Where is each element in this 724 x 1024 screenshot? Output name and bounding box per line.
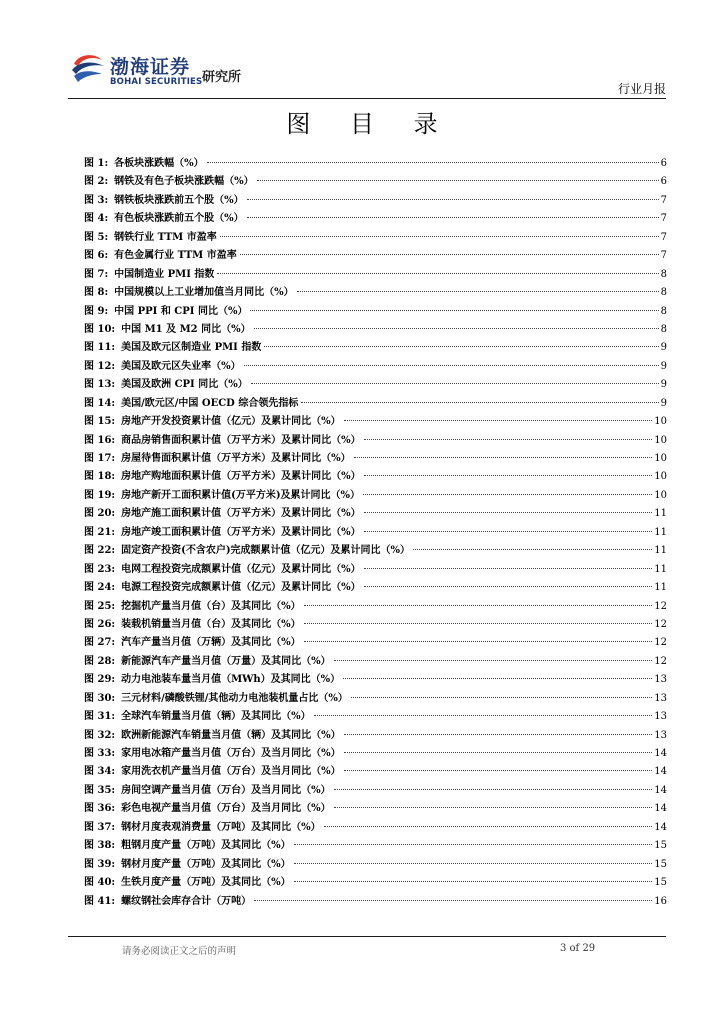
- toc-dot-leader: [294, 881, 653, 882]
- toc-entry[interactable]: [84, 745, 667, 763]
- toc-entry-label: 图 38:: [84, 840, 116, 852]
- toc-dot-leader: [250, 310, 658, 311]
- toc-entry-title: 家用洗衣机产量当月值（万台）及当月同比（%）: [121, 766, 341, 778]
- toc-entry[interactable]: [84, 468, 667, 486]
- toc-entry[interactable]: [84, 210, 667, 228]
- brand-name-en: BOHAI SECURITIES: [110, 77, 203, 87]
- toc-entry-label: 图 26:: [84, 618, 116, 630]
- toc-dot-leader: [364, 531, 653, 532]
- toc-entry-label: 图 22:: [84, 545, 116, 557]
- toc-entry[interactable]: [84, 155, 667, 173]
- toc-entry[interactable]: [84, 432, 667, 450]
- toc-entry-title: 中国规模以上工业增加值当月同比（%）: [114, 287, 294, 299]
- toc-entry-label: 图 24:: [84, 582, 116, 594]
- toc-entry-title: 中国 PPI 和 CPI 同比（%）: [114, 305, 248, 317]
- toc-entry[interactable]: [84, 653, 667, 671]
- header-divider: [68, 98, 666, 99]
- toc-entry-page: 12: [654, 655, 667, 667]
- toc-entry-page: 12: [654, 618, 667, 630]
- toc-entry-page: 14: [654, 784, 667, 796]
- toc-entry-page: 7: [660, 213, 667, 225]
- toc-entry-page: 7: [660, 194, 667, 206]
- toc-entry-page: 14: [654, 803, 667, 815]
- toc-entry-title: 房地产开发投资累计值（亿元）及累计同比（%）: [121, 416, 341, 428]
- toc-entry-page: 16: [654, 895, 667, 907]
- toc-entry-page: 11: [654, 582, 667, 594]
- toc-entry-page: 11: [654, 508, 667, 520]
- toc-entry-label: 图 36:: [84, 803, 116, 815]
- toc-dot-leader: [301, 402, 658, 403]
- toc-entry-page: 11: [654, 563, 667, 575]
- toc-entry-title: 生铁月度产量（万吨）及其同比（%）: [121, 877, 291, 889]
- bohai-securities-logo-icon: [68, 48, 108, 88]
- toc-entry-page: 15: [654, 858, 667, 870]
- toc-entry-label: 图 30:: [84, 692, 116, 704]
- toc-entry-label: 图 17:: [84, 453, 116, 464]
- toc-entry[interactable]: [84, 800, 667, 818]
- toc-entry[interactable]: [84, 505, 667, 523]
- toc-entry-page: 15: [654, 877, 667, 889]
- toc-entry-title: 中国制造业 PMI 指数: [114, 268, 215, 280]
- toc-entry[interactable]: [84, 579, 667, 597]
- toc-dot-leader: [363, 494, 652, 495]
- toc-entry[interactable]: [84, 893, 667, 911]
- toc-entry-title: 各板块涨跌幅（%）: [114, 158, 204, 169]
- toc-entry-title: 装载机销量当月值（台）及其同比（%）: [121, 618, 301, 630]
- toc-entry-label: 图 7:: [84, 268, 109, 280]
- toc-entry-label: 图 35:: [84, 784, 116, 796]
- toc-entry-label: 图 16:: [84, 434, 116, 446]
- toc-entry-page: 6: [660, 158, 667, 169]
- toc-entry[interactable]: [84, 671, 667, 689]
- toc-entry-label: 图 9:: [84, 305, 109, 317]
- toc-entry-page: 13: [654, 692, 667, 704]
- toc-entry[interactable]: [84, 782, 667, 800]
- toc-entry[interactable]: [84, 173, 667, 191]
- toc-dot-leader: [264, 346, 658, 347]
- toc-entry-label: 图 20:: [84, 508, 116, 520]
- toc-entry-title: 螺纹钢社会库存合计（万吨）: [121, 895, 252, 907]
- toc-dot-leader: [351, 697, 652, 698]
- toc-dot-leader: [344, 420, 653, 421]
- toc-dot-leader: [257, 180, 659, 181]
- toc-entry-page: 9: [660, 342, 667, 354]
- toc-entry-title: 新能源汽车产量当月值（万量）及其同比（%）: [121, 655, 331, 667]
- toc-entry-page: 9: [660, 397, 667, 409]
- toc-dot-leader: [244, 365, 659, 366]
- toc-entry-page: 10: [654, 416, 667, 428]
- toc-entry-title: 房地产购地面积累计值（万平方米）及累计同比（%）: [121, 471, 361, 483]
- toc-entry[interactable]: [84, 395, 667, 413]
- toc-entry[interactable]: [84, 727, 667, 745]
- toc-dot-leader: [364, 439, 653, 440]
- toc-entry-label: 图 19:: [84, 489, 116, 501]
- toc-entry-page: 12: [654, 600, 667, 612]
- toc-entry[interactable]: [84, 229, 667, 247]
- toc-entry-page: 10: [654, 489, 667, 501]
- toc-entry-title: 欧洲新能源汽车销量当月值（辆）及其同比（%）: [121, 729, 341, 741]
- toc-entry-label: 图 14:: [84, 397, 116, 409]
- toc-dot-leader: [304, 623, 653, 624]
- toc-entry-label: 图 25:: [84, 600, 116, 612]
- toc-entry[interactable]: [84, 837, 667, 855]
- toc-entry-page: 11: [654, 526, 667, 538]
- toc-entry-page: 11: [654, 545, 667, 557]
- toc-dot-leader: [217, 273, 658, 274]
- toc-entry-label: 图 6:: [84, 250, 109, 262]
- toc-entry[interactable]: [84, 413, 667, 431]
- toc-entry-label: 图 11:: [84, 342, 116, 354]
- toc-entry-label: 图 40:: [84, 877, 116, 889]
- report-type: 行业月报: [617, 82, 666, 96]
- toc-dot-leader: [343, 678, 652, 679]
- toc-entry-page: 10: [654, 434, 667, 446]
- toc-entry-title: 美国及欧洲 CPI 同比（%）: [121, 379, 248, 391]
- page-title: 图 目 录: [286, 110, 454, 138]
- toc-entry-page: 13: [654, 674, 667, 686]
- toc-entry[interactable]: [84, 542, 667, 560]
- toc-entry[interactable]: [84, 561, 667, 579]
- toc-entry-page: 8: [660, 287, 667, 299]
- toc-entry-label: 图 34:: [84, 766, 116, 778]
- toc-entry-label: 图 37:: [84, 821, 116, 833]
- toc-entry-title: 房地产竣工面积累计值（万平方米）及累计同比（%）: [121, 526, 361, 538]
- toc-entry-title: 钢材月度表观消费量（万吨）及其同比（%）: [121, 821, 321, 833]
- toc-entry-page: 12: [654, 637, 667, 649]
- toc-dot-leader: [364, 475, 653, 476]
- toc-entry-title: 全球汽车销量当月值（辆）及其同比（%）: [121, 711, 311, 723]
- toc-dot-leader: [354, 457, 653, 458]
- brand-logo: [68, 46, 308, 96]
- toc-entry-title: 有色金属行业 TTM 市盈率: [114, 250, 237, 262]
- toc-dot-leader: [334, 660, 653, 661]
- toc-dot-leader: [344, 752, 653, 753]
- toc-entry-title: 电源工程投资完成额累计值（亿元）及累计同比（%）: [121, 582, 361, 594]
- toc-entry-label: 图 21:: [84, 526, 116, 538]
- toc-entry-label: 图 1:: [84, 158, 109, 169]
- toc-entry[interactable]: [84, 616, 667, 634]
- toc-entry-title: 有色板块涨跌前五个股（%）: [114, 213, 244, 225]
- toc-entry-title: 钢铁及有色子板块涨跌幅（%）: [114, 176, 254, 188]
- toc-entry-page: 14: [654, 821, 667, 833]
- toc-dot-leader: [254, 900, 652, 901]
- toc-entry-page: 14: [654, 748, 667, 759]
- toc-entry-page: 10: [654, 471, 667, 483]
- toc-dot-leader: [207, 162, 659, 163]
- toc-dot-leader: [364, 512, 653, 513]
- toc-entry[interactable]: [84, 690, 667, 708]
- toc-entry-label: 图 32:: [84, 729, 116, 741]
- toc-entry-page: 13: [654, 711, 667, 723]
- toc-entry-label: 图 33:: [84, 748, 116, 759]
- toc-entry-title: 房间空调产量当月值（万台）及当月同比（%）: [121, 784, 331, 796]
- toc-entry-label: 图 10:: [84, 323, 116, 335]
- toc-entry[interactable]: [84, 598, 667, 616]
- toc-entry-title: 美国/欧元区/中国 OECD 综合领先指标: [121, 397, 299, 409]
- brand-name-cn: 渤海证券: [110, 56, 191, 78]
- toc-dot-leader: [294, 844, 653, 845]
- toc-entry-page: 9: [660, 360, 667, 372]
- toc-dot-leader: [220, 236, 659, 237]
- toc-dot-leader: [240, 254, 659, 255]
- toc-dot-leader: [304, 605, 653, 606]
- toc-dot-leader: [304, 641, 653, 642]
- toc-entry[interactable]: [84, 303, 667, 321]
- toc-dot-leader: [334, 807, 653, 808]
- figure-list: [84, 155, 667, 911]
- toc-entry-page: 15: [654, 840, 667, 852]
- toc-entry-title: 三元材料/磷酸铁锂/其他动力电池装机量占比（%）: [121, 692, 348, 704]
- toc-entry-label: 图 13:: [84, 379, 116, 391]
- toc-dot-leader: [254, 328, 659, 329]
- toc-entry-label: 图 27:: [84, 637, 116, 649]
- toc-entry-title: 美国及欧元区失业率（%）: [121, 360, 241, 372]
- toc-entry[interactable]: [84, 339, 667, 357]
- toc-entry-title: 家用电冰箱产量当月值（万台）及当月同比（%）: [121, 748, 341, 759]
- toc-entry-label: 图 5:: [84, 231, 109, 243]
- toc-entry-label: 图 2:: [84, 176, 109, 188]
- toc-entry-page: 13: [654, 729, 667, 741]
- toc-entry-page: 8: [660, 268, 667, 280]
- toc-entry[interactable]: [84, 321, 667, 339]
- toc-entry-title: 房屋待售面积累计值（万平方米）及累计同比（%）: [121, 453, 351, 464]
- toc-entry-label: 图 39:: [84, 858, 116, 870]
- toc-dot-leader: [294, 863, 653, 864]
- toc-entry[interactable]: [84, 856, 667, 874]
- toc-entry-title: 动力电池装车量当月值（MWh）及其同比（%）: [121, 674, 341, 686]
- toc-entry-label: 图 28:: [84, 655, 116, 667]
- toc-entry-label: 图 23:: [84, 563, 116, 575]
- toc-entry-label: 图 12:: [84, 360, 116, 372]
- toc-entry-label: 图 8:: [84, 287, 109, 299]
- toc-entry[interactable]: [84, 284, 667, 302]
- toc-entry[interactable]: [84, 763, 667, 781]
- toc-entry-title: 房地产施工面积累计值（万平方米）及累计同比（%）: [121, 508, 361, 520]
- toc-entry-title: 中国 M1 及 M2 同比（%）: [121, 323, 251, 335]
- footer-divider: [68, 936, 666, 937]
- toc-entry-label: 图 15:: [84, 416, 116, 428]
- toc-dot-leader: [364, 568, 653, 569]
- toc-dot-leader: [247, 217, 659, 218]
- toc-entry-title: 粗钢月度产量（万吨）及其同比（%）: [121, 840, 291, 852]
- toc-entry-page: 10: [654, 453, 667, 464]
- toc-entry-page: 8: [660, 305, 667, 317]
- toc-entry-page: 6: [660, 176, 667, 188]
- toc-dot-leader: [344, 770, 653, 771]
- toc-dot-leader: [344, 734, 653, 735]
- toc-dot-leader: [413, 549, 652, 550]
- toc-entry-label: 图 31:: [84, 711, 116, 723]
- toc-entry-title: 钢铁板块涨跌前五个股（%）: [114, 194, 244, 206]
- toc-dot-leader: [364, 586, 653, 587]
- toc-entry[interactable]: [84, 247, 667, 265]
- toc-entry-label: 图 41:: [84, 895, 116, 907]
- toc-dot-leader: [297, 291, 659, 292]
- toc-entry-page: 7: [660, 250, 667, 262]
- toc-entry[interactable]: [84, 487, 667, 505]
- toc-dot-leader: [324, 826, 653, 827]
- toc-entry[interactable]: [84, 634, 667, 652]
- toc-entry[interactable]: [84, 192, 667, 210]
- toc-entry-page: 14: [654, 766, 667, 778]
- toc-entry-title: 彩色电视产量当月值（万台）及当月同比（%）: [121, 803, 331, 815]
- toc-entry-title: 钢材月度产量（万吨）及其同比（%）: [121, 858, 291, 870]
- disclaimer-note: 请务必阅读正文之后的声明: [122, 946, 237, 957]
- toc-entry-page: 7: [660, 231, 667, 243]
- page-number: 3 of 29: [560, 943, 596, 954]
- toc-entry[interactable]: [84, 819, 667, 837]
- toc-dot-leader: [251, 383, 659, 384]
- toc-entry-label: 图 4:: [84, 213, 109, 225]
- toc-dot-leader: [247, 199, 659, 200]
- toc-entry-label: 图 18:: [84, 471, 116, 483]
- toc-entry-title: 美国及欧元区制造业 PMI 指数: [121, 342, 262, 354]
- toc-entry[interactable]: [84, 874, 667, 892]
- toc-entry-title: 固定资产投资(不含农户)完成额累计值（亿元）及累计同比（%）: [121, 545, 411, 557]
- toc-entry-title: 房地产新开工面积累计值(万平方米)及累计同比（%）: [121, 489, 361, 501]
- toc-entry-label: 图 29:: [84, 674, 116, 686]
- toc-entry-title: 钢铁行业 TTM 市盈率: [114, 231, 217, 243]
- toc-entry[interactable]: [84, 358, 667, 376]
- toc-dot-leader: [314, 715, 653, 716]
- toc-entry[interactable]: [84, 708, 667, 726]
- toc-entry-title: 电网工程投资完成额累计值（亿元）及累计同比（%）: [121, 563, 361, 575]
- toc-entry[interactable]: [84, 524, 667, 542]
- toc-entry-label: 图 3:: [84, 194, 109, 206]
- toc-entry[interactable]: [84, 266, 667, 284]
- toc-entry-page: 8: [660, 323, 667, 335]
- toc-entry[interactable]: [84, 450, 667, 468]
- toc-entry-title: 汽车产量当月值（万辆）及其同比（%）: [121, 637, 301, 649]
- department-name: 研究所: [202, 70, 242, 85]
- toc-entry-title: 商品房销售面积累计值（万平方米）及累计同比（%）: [121, 434, 361, 446]
- toc-entry-page: 9: [660, 379, 667, 391]
- toc-dot-leader: [334, 789, 653, 790]
- toc-entry[interactable]: [84, 376, 667, 394]
- toc-entry-title: 挖掘机产量当月值（台）及其同比（%）: [121, 600, 301, 612]
